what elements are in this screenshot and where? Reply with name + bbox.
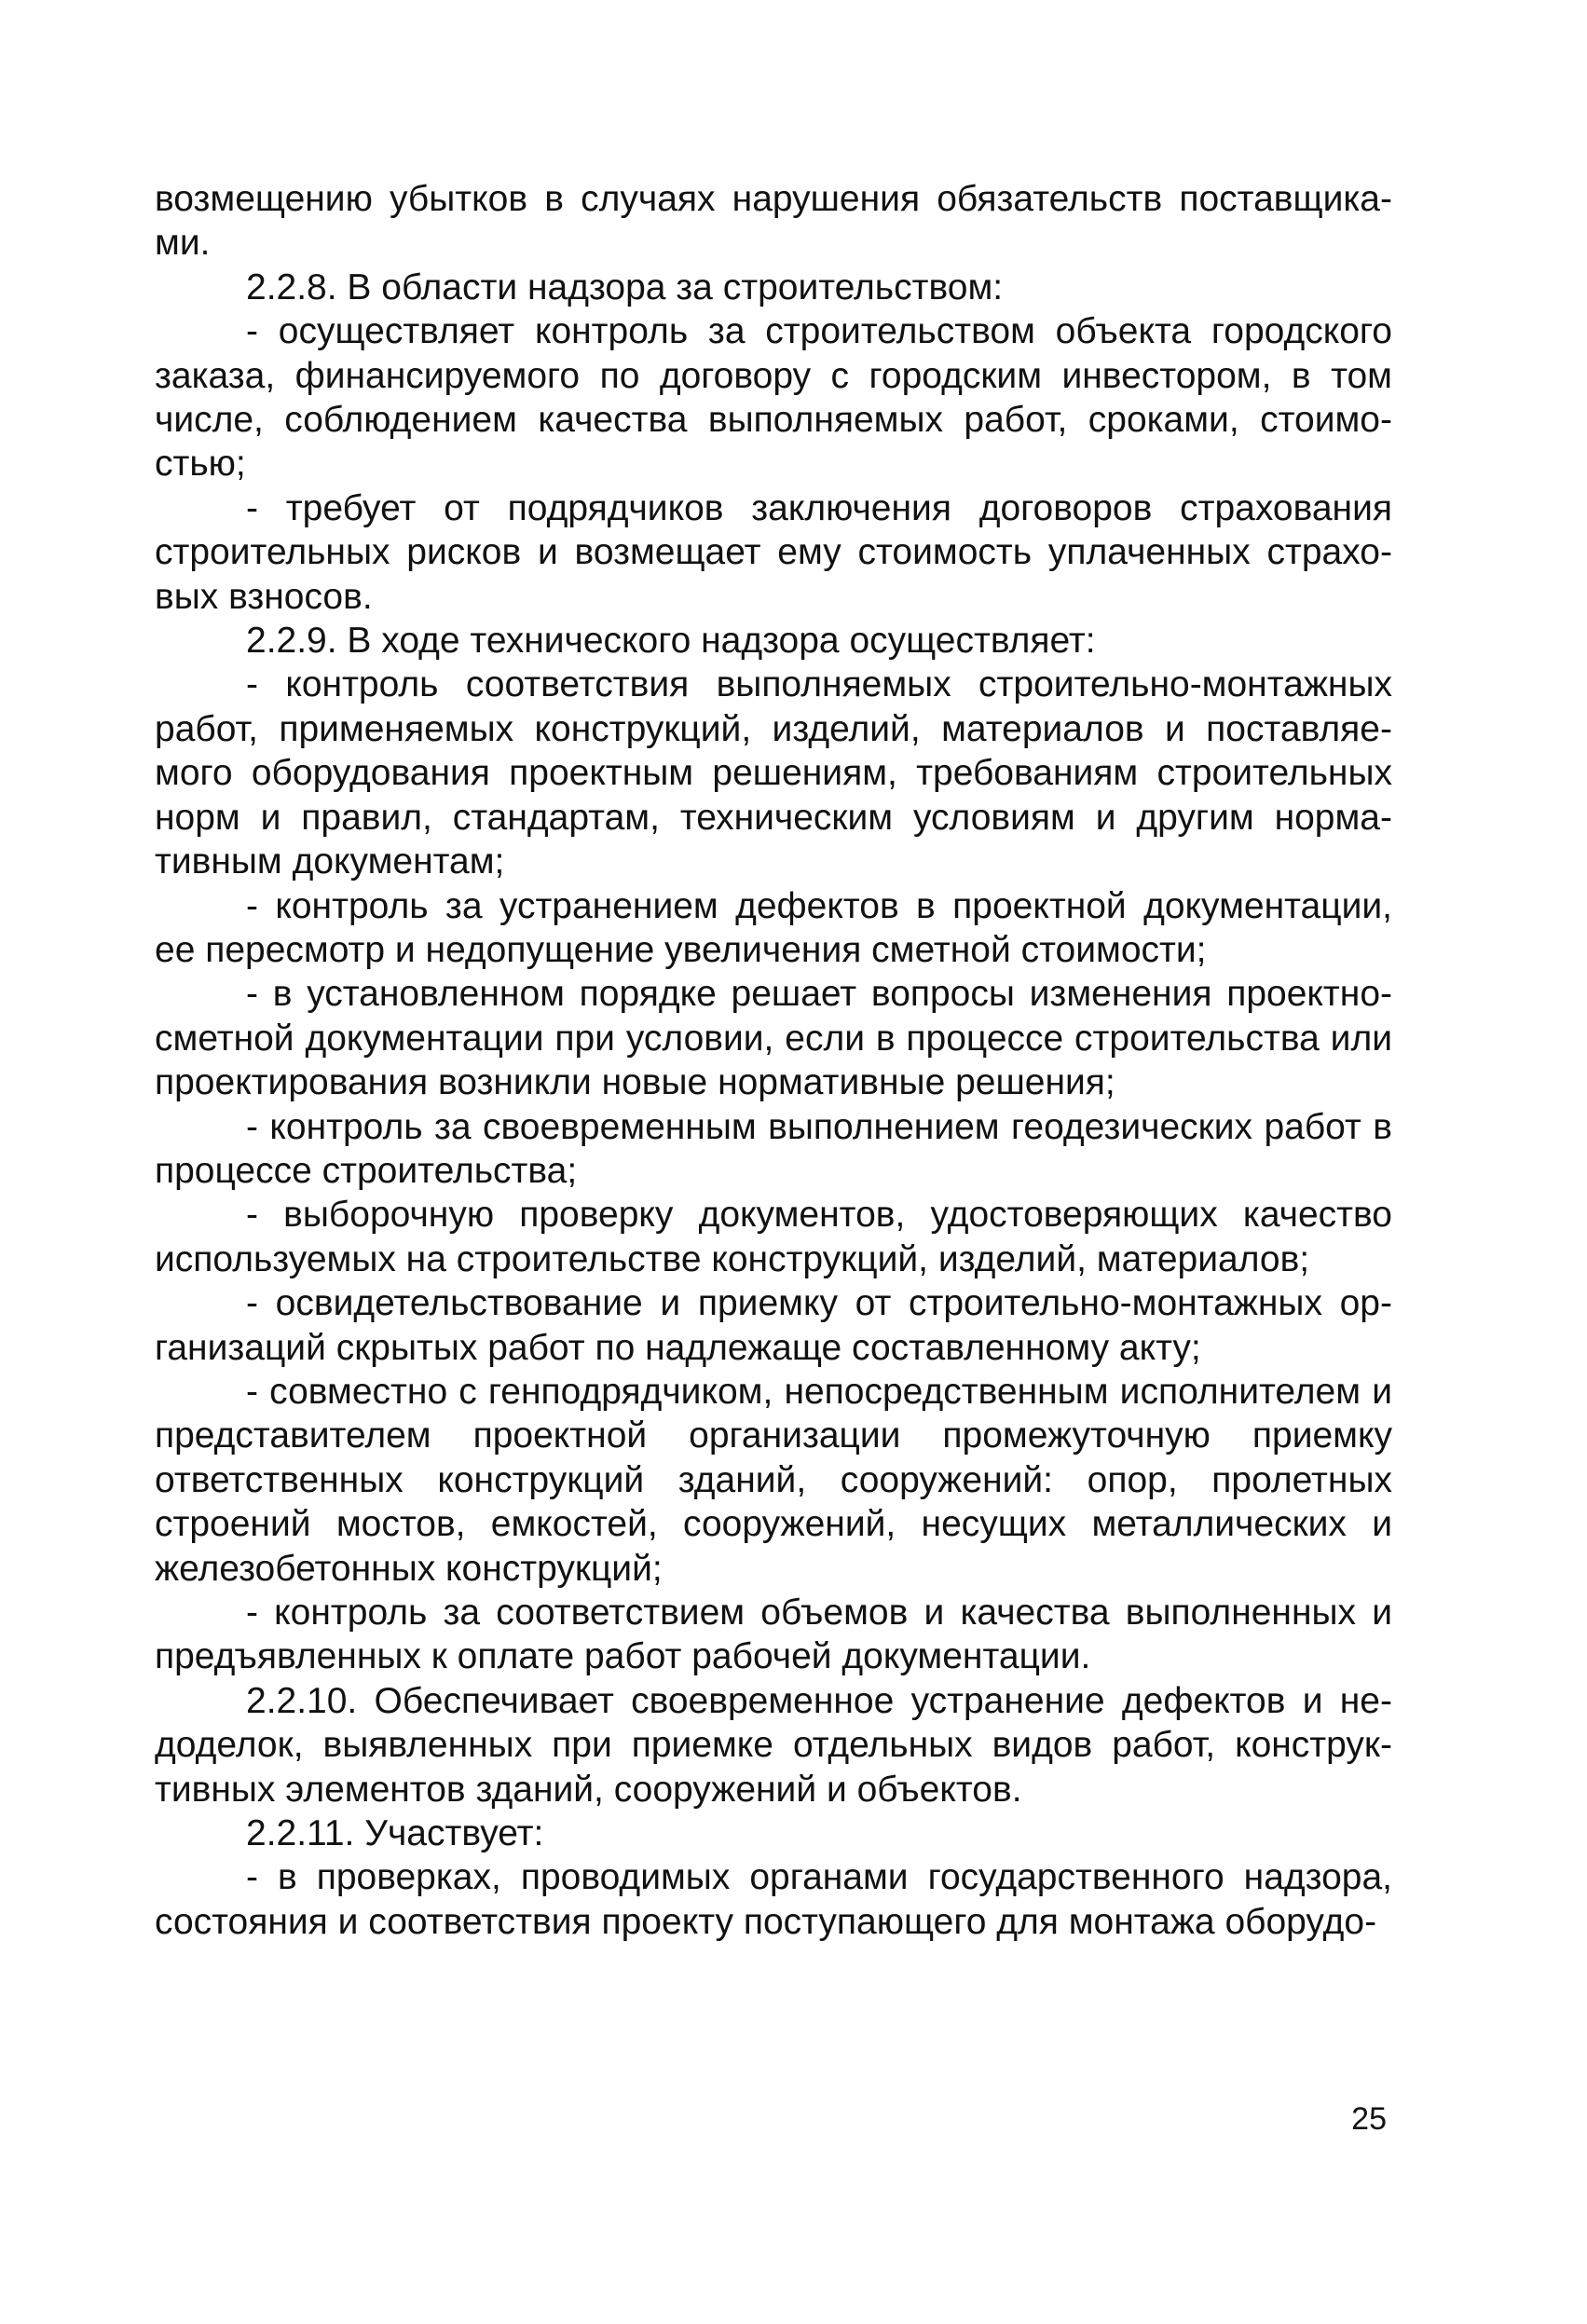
list-item: - контроль соответствия выполняемых строительно-монтажных работ, применяемых конструкций, изделий, материалов и поставляемого оборудования проектным решениям, требованиям строительных норм и правил, стандартам, техническим условиям и другим нормативным документам; — [155, 664, 1392, 882]
list-item: - требует от подрядчиков заключения договоров страхования строительных рисков и возмещает ему стоимость уплаченных страховых взносов. — [155, 487, 1392, 617]
paragraph-continuation: возмещению убытков в случаях нарушения обязательств поставщиками. — [155, 179, 1392, 264]
list-item: - в проверках, проводимых органами государственного надзора, состояния и соответствия проекту поступающего для монтажа оборудо- — [155, 1857, 1392, 1942]
list-item: - осуществляет контроль за строительством объекта городского заказа, финансируемого по договору с городским инвестором, в том числе, соблюдением качества выполняемых работ, сроками, стоимостью; — [155, 311, 1392, 485]
body-text — [155, 177, 1392, 1944]
list-item: - контроль за устранением дефектов в проектной документации, ее пересмотр и недопущение увеличения сметной стоимости; — [155, 885, 1392, 970]
list-item: - освидетельствование и приемку от строительно-монтажных организаций скрытых работ по надлежаще составленному акту; — [155, 1283, 1392, 1368]
section-2-2-10-paragraph: 2.2.10. Обеспечивает своевременное устранение дефектов и недоделок, выявленных при приемке отдельных видов работ, конструктивных элементов зданий, сооружений и объектов. — [155, 1680, 1392, 1810]
list-item: - контроль за своевременным выполнением геодезических работ в процессе строительства; — [155, 1106, 1392, 1191]
page-number: 25 — [1351, 2101, 1387, 2137]
list-item: - в установленном порядке решает вопросы изменения проектно-сметной документации при условии, если в процессе строительства или проектирования возникли новые нормативные решения; — [155, 974, 1392, 1103]
list-item: - совместно с генподрядчиком, непосредственным исполнителем и представителем проектной организации промежуточную приемку ответственных конструкций зданий, сооружений: опор, пролетных строений мостов, емкостей, сооружений, несущих металлических и железобетонных конструкций; — [155, 1371, 1392, 1589]
list-item: - контроль за соответствием объемов и качества выполненных и предъявленных к оплате работ рабочей документации. — [155, 1593, 1392, 1677]
list-item: - выборочную проверку документов, удостоверяющих качество используемых на строительстве конструкций, изделий, материалов; — [155, 1195, 1392, 1279]
section-2-2-8-heading: 2.2.8. В области надзора за строительством: — [246, 267, 1004, 308]
section-2-2-9-heading: 2.2.9. В ходе технического надзора осуществляет: — [246, 621, 1096, 662]
section-2-2-11-heading: 2.2.11. Участвует: — [246, 1813, 544, 1854]
